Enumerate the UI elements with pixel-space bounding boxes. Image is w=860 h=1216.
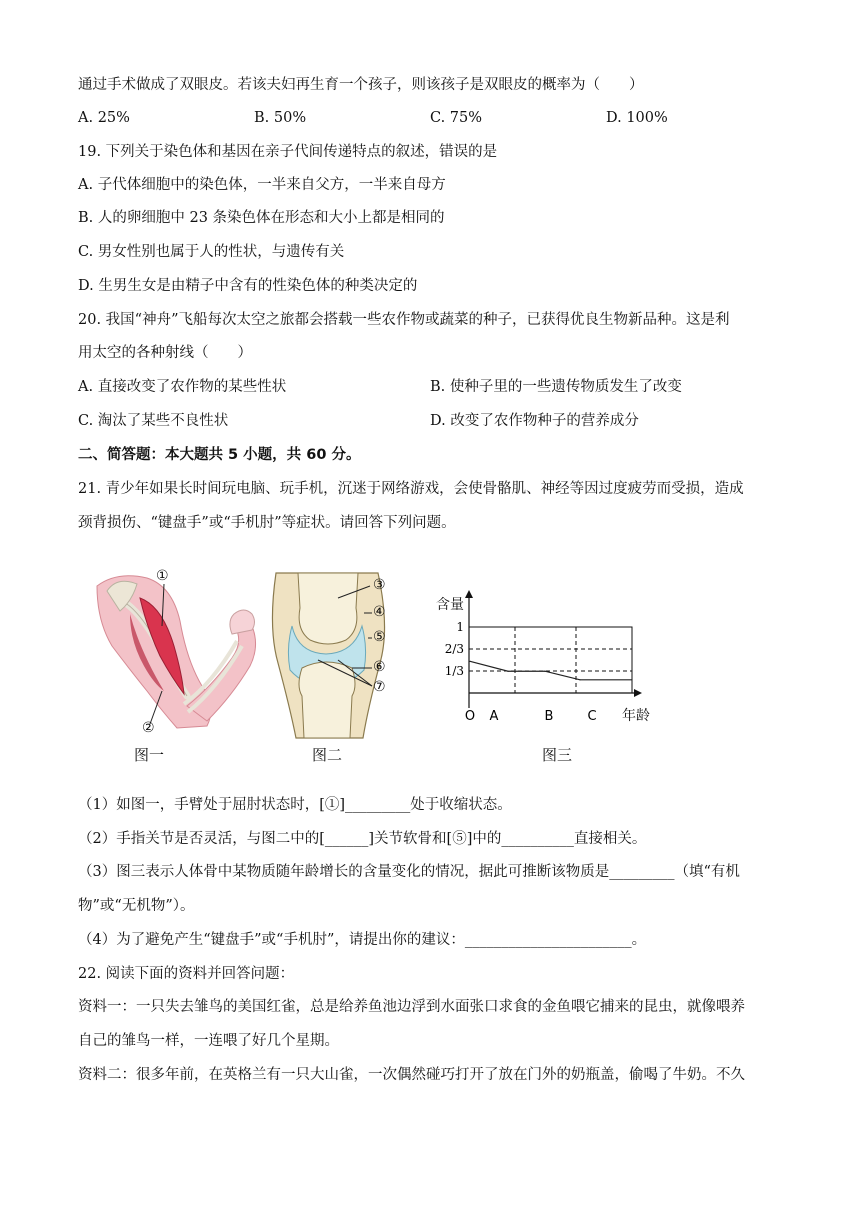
q19-option-c: C. 男女性别也属于人的性状，与遗传有关: [78, 244, 345, 260]
section-header: 二、简答题：本大题共 5 小题，共 60 分。: [78, 447, 361, 463]
q18-option-b: B. 50%: [254, 110, 307, 126]
q20-stem-line1: 20. 我国“神舟”飞船每次太空之旅都会搭载一些农作物或蔬菜的种子，已获得优良生物新品种。这是利: [78, 312, 730, 328]
fig2-label-6: ⑥: [373, 659, 386, 675]
q21-stem-line2: 颈背损伤、“键盘手”或“手机肘”等症状。请回答下列问题。: [78, 515, 456, 531]
fig2-label-5: ⑤: [373, 629, 386, 645]
fig2-caption: 图二: [312, 746, 343, 764]
q18-stem-continuation: 通过手术做成了双眼皮。若该夫妇再生育一个孩子，则该孩子是双眼皮的概率为（ ）: [78, 77, 644, 93]
fig3-ylabel: 含量: [436, 597, 464, 613]
fig1-label-1: ①: [156, 568, 169, 584]
y-tick-label: 1/3: [444, 664, 464, 678]
x-origin-label: O: [464, 709, 476, 724]
fig2-label-3: ③: [373, 577, 386, 593]
figure-1-arm-diagram: [92, 566, 262, 736]
fig3-caption: 图三: [542, 746, 573, 764]
y-tick-label: 2/3: [444, 642, 464, 656]
y-tick-label: 1: [456, 620, 464, 634]
data-point-0: [469, 661, 470, 662]
x-tick-label: B: [544, 709, 554, 724]
q21-sub3-line1: （3）图三表示人体骨中某物质随年龄增长的含量变化的情况，据此可推断该物质是_________（填“有机: [78, 864, 740, 880]
q19-stem: 19. 下列关于染色体和基因在亲子代间传递特点的叙述，错误的是: [78, 144, 498, 160]
q19-option-d: D. 生男生女是由精子中含有的性染色体的种类决定的: [78, 278, 418, 294]
q19-option-b: B. 人的卵细胞中 23 条染色体在形态和大小上都是相同的: [78, 210, 445, 226]
q20-option-b: B. 使种子里的一些遗传物质发生了改变: [430, 379, 682, 395]
plot-frame: [469, 627, 632, 693]
fig3-xlabel: 年龄: [622, 708, 650, 724]
fig1-label-2: ②: [142, 720, 155, 736]
q21-sub3-line2: 物”或“无机物”）。: [78, 898, 195, 914]
y-axis-arrow: [465, 590, 473, 598]
q22-material1-line2: 自己的雏鸟一样，一连喂了好几个星期。: [78, 1033, 339, 1049]
figure-2-joint-diagram: [268, 568, 398, 740]
fig2-label-4: ④: [373, 604, 386, 620]
q19-option-a: A. 子代体细胞中的染色体，一半来自父方，一半来自母方: [78, 177, 446, 193]
data-point-1: [507, 671, 508, 672]
q18-option-c: C. 75%: [430, 110, 483, 126]
x-tick-label: C: [587, 709, 597, 724]
q22-material1-line1: 资料一：一只失去雏鸟的美国红雀，总是给养鱼池边浮到水面张口求食的金鱼喂它捕来的昆虫，就像喂养: [78, 999, 745, 1015]
q18-option-d: D. 100%: [606, 110, 668, 126]
q22-material2-line1: 资料二：很多年前，在英格兰有一只大山雀，一次偶然碰巧打开了放在门外的奶瓶盖，偷喝了牛奶。不久: [78, 1067, 745, 1083]
fig1-caption: 图一: [134, 746, 165, 764]
q20-option-c: C. 淘汰了某些不良性状: [78, 413, 229, 429]
q20-stem-line2: 用太空的各种射线（ ）: [78, 345, 252, 361]
x-tick-label: A: [489, 709, 499, 724]
q18-option-a: A. 25%: [78, 110, 130, 126]
q22-stem: 22. 阅读下面的资料并回答问题：: [78, 966, 295, 982]
x-axis-arrow: [634, 689, 642, 697]
q21-sub1: （1）如图一，手臂处于屈肘状态时，[①]_________处于收缩状态。: [78, 797, 512, 813]
q21-stem-line1: 21. 青少年如果长时间玩电脑、玩手机，沉迷于网络游戏，会使骨骼肌、神经等因过度疲劳而受损，造成: [78, 481, 744, 497]
series-line: [470, 661, 632, 679]
q20-option-d: D. 改变了农作物种子的营养成分: [430, 413, 639, 429]
q21-sub4: （4）为了避免产生“键盘手”或“手机肘”，请提出你的建议：_______________________。: [78, 932, 647, 948]
data-point-4: [631, 679, 632, 680]
data-point-2: [544, 671, 545, 672]
fig2-label-7: ⑦: [373, 679, 386, 695]
q21-sub2: （2）手指关节是否灵活，与图二中的[______]关节软骨和[⑤]中的__________直接相关。: [78, 831, 647, 847]
data-point-3: [579, 679, 580, 680]
q20-option-a: A. 直接改变了农作物的某些性状: [78, 379, 287, 395]
